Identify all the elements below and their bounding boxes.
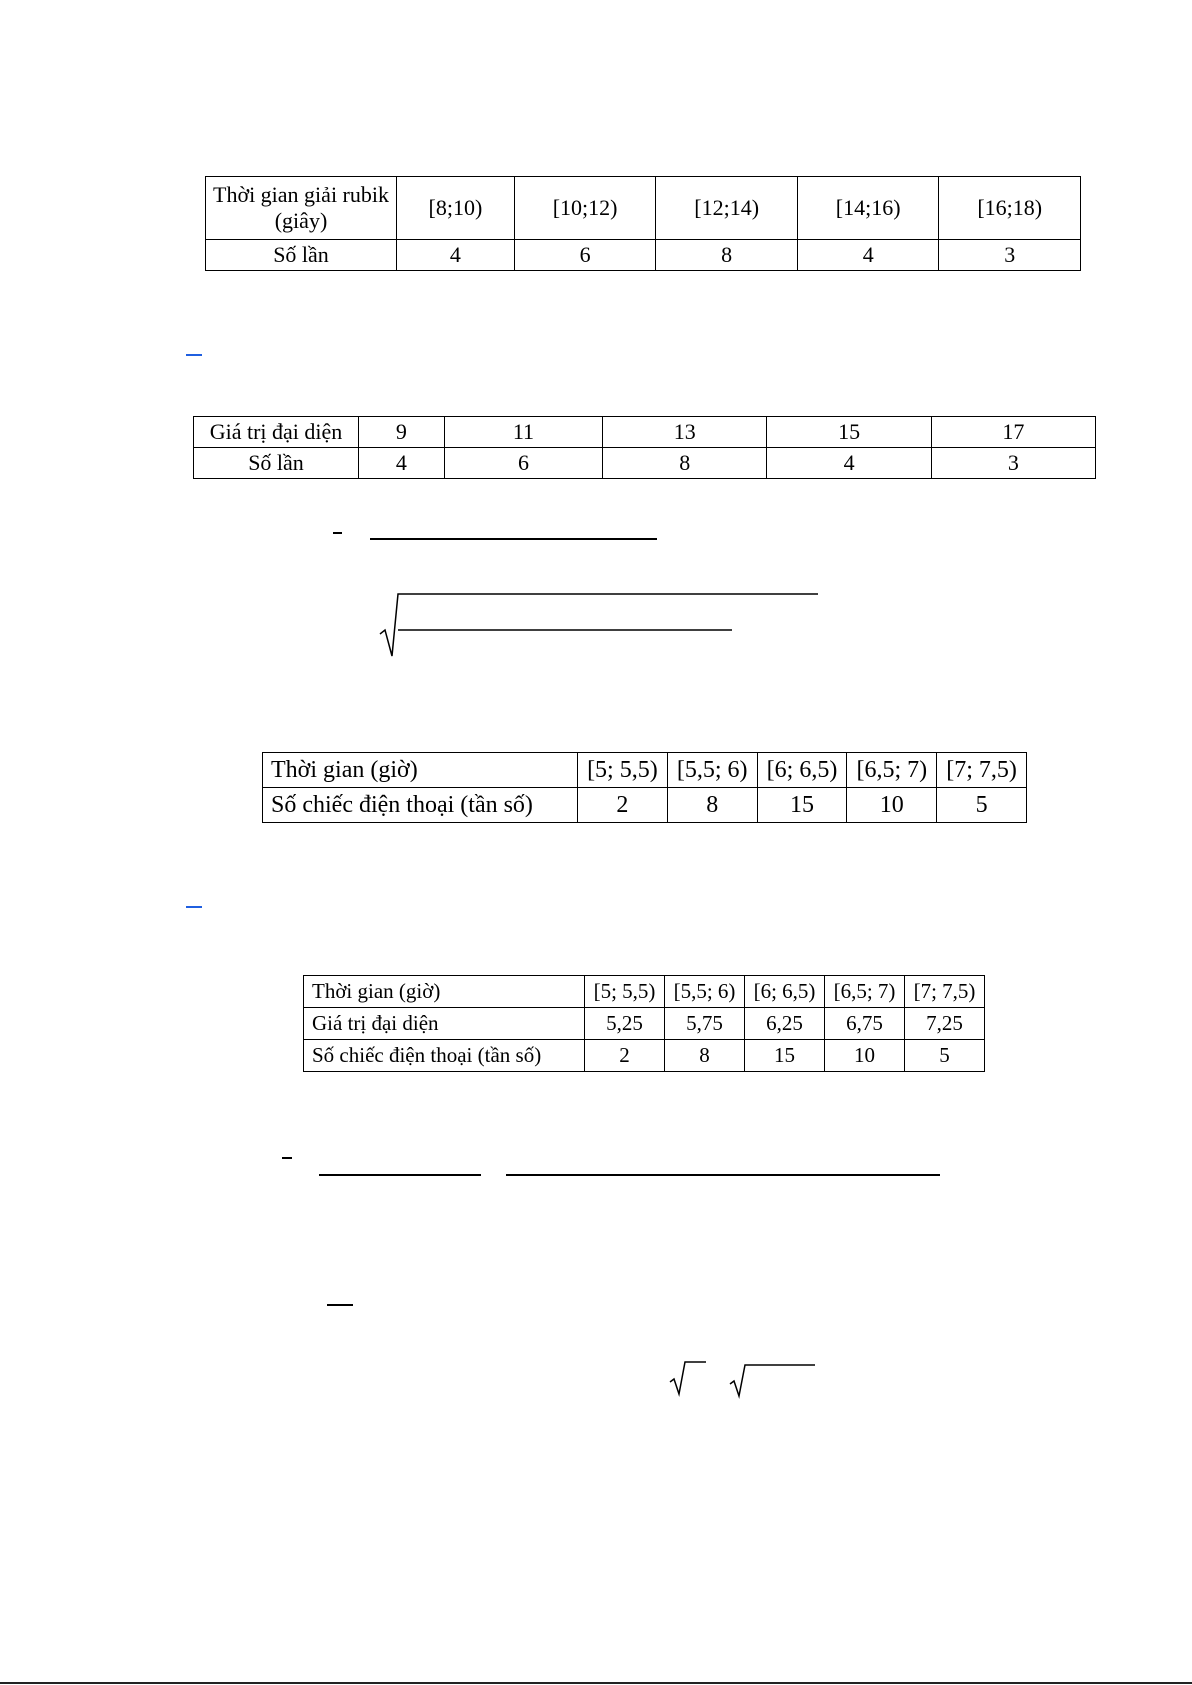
table-cell: 8 — [665, 1040, 745, 1072]
table-cell: 6 — [444, 448, 602, 479]
fraction-bar — [370, 538, 657, 540]
table-cell: Số chiếc điện thoại (tần số) — [263, 788, 578, 823]
fraction-bar — [319, 1174, 481, 1176]
table-cell: [5; 5,5) — [578, 753, 668, 788]
table-row — [263, 788, 1027, 823]
phone-usage-representative-table — [303, 975, 985, 1072]
table-cell: [6,5; 7) — [847, 753, 937, 788]
table-cell: 15 — [745, 1040, 825, 1072]
rubik-time-table — [205, 176, 1081, 271]
table-cell: [7; 7,5) — [937, 753, 1027, 788]
square-root-symbol — [728, 1362, 818, 1402]
table-cell: [16;18) — [939, 177, 1081, 240]
table-row — [194, 417, 1096, 448]
table-cell: 9 — [359, 417, 445, 448]
link-underline[interactable] — [186, 354, 202, 356]
table-cell: 15 — [767, 417, 931, 448]
link-underline[interactable] — [186, 906, 202, 908]
table-cell: Thời gian giải rubik (giây) — [206, 177, 397, 240]
table-cell: 8 — [667, 788, 757, 823]
fraction-bar — [506, 1174, 940, 1176]
table-row — [194, 448, 1096, 479]
table-cell: Số lần — [194, 448, 359, 479]
mean-bar — [333, 532, 342, 534]
fraction-bar — [327, 1304, 353, 1306]
table-cell: 8 — [656, 240, 798, 271]
mean-bar — [282, 1157, 292, 1159]
table-row — [206, 177, 1081, 240]
table-row — [206, 240, 1081, 271]
table-cell: 8 — [603, 448, 767, 479]
table-cell: Thời gian (giờ) — [304, 976, 585, 1008]
table-cell: 5 — [937, 788, 1027, 823]
table-cell: [6; 6,5) — [757, 753, 847, 788]
table-cell: 2 — [585, 1040, 665, 1072]
table-cell: 3 — [939, 240, 1081, 271]
table-cell: [5,5; 6) — [665, 976, 745, 1008]
table-cell: 6 — [514, 240, 656, 271]
table-cell: [7; 7,5) — [905, 976, 985, 1008]
table-cell: 5,75 — [665, 1008, 745, 1040]
table-row — [304, 1040, 985, 1072]
table-row — [263, 753, 1027, 788]
table-cell: 2 — [578, 788, 668, 823]
table-cell: Thời gian (giờ) — [263, 753, 578, 788]
representative-value-table — [193, 416, 1096, 479]
table-cell: 15 — [757, 788, 847, 823]
table-cell: Giá trị đại diện — [304, 1008, 585, 1040]
table-cell: [5; 5,5) — [585, 976, 665, 1008]
table-cell: 5,25 — [585, 1008, 665, 1040]
table-cell: [8;10) — [397, 177, 515, 240]
table-cell: 10 — [825, 1040, 905, 1072]
table-cell: 4 — [797, 240, 939, 271]
table-cell: 5 — [905, 1040, 985, 1072]
square-root-symbol — [668, 1358, 708, 1398]
table-cell: [14;16) — [797, 177, 939, 240]
phone-usage-table — [262, 752, 1027, 823]
table-cell: [12;14) — [656, 177, 798, 240]
table-cell: 17 — [931, 417, 1095, 448]
table-cell: [10;12) — [514, 177, 656, 240]
table-cell: 6,25 — [745, 1008, 825, 1040]
table-cell: [5,5; 6) — [667, 753, 757, 788]
table-row — [304, 1008, 985, 1040]
table-cell: 4 — [397, 240, 515, 271]
square-root-symbol — [378, 590, 823, 660]
table-cell: 4 — [767, 448, 931, 479]
table-row — [304, 976, 985, 1008]
table-cell: 4 — [359, 448, 445, 479]
table-cell: 10 — [847, 788, 937, 823]
table-cell: [6; 6,5) — [745, 976, 825, 1008]
table-cell: [6,5; 7) — [825, 976, 905, 1008]
table-cell: Giá trị đại diện — [194, 417, 359, 448]
table-cell: Số lần — [206, 240, 397, 271]
table-cell: 7,25 — [905, 1008, 985, 1040]
table-cell: 6,75 — [825, 1008, 905, 1040]
table-cell: 3 — [931, 448, 1095, 479]
page-footer-rule — [0, 1682, 1192, 1684]
table-cell: 11 — [444, 417, 602, 448]
table-cell: 13 — [603, 417, 767, 448]
table-cell: Số chiếc điện thoại (tần số) — [304, 1040, 585, 1072]
